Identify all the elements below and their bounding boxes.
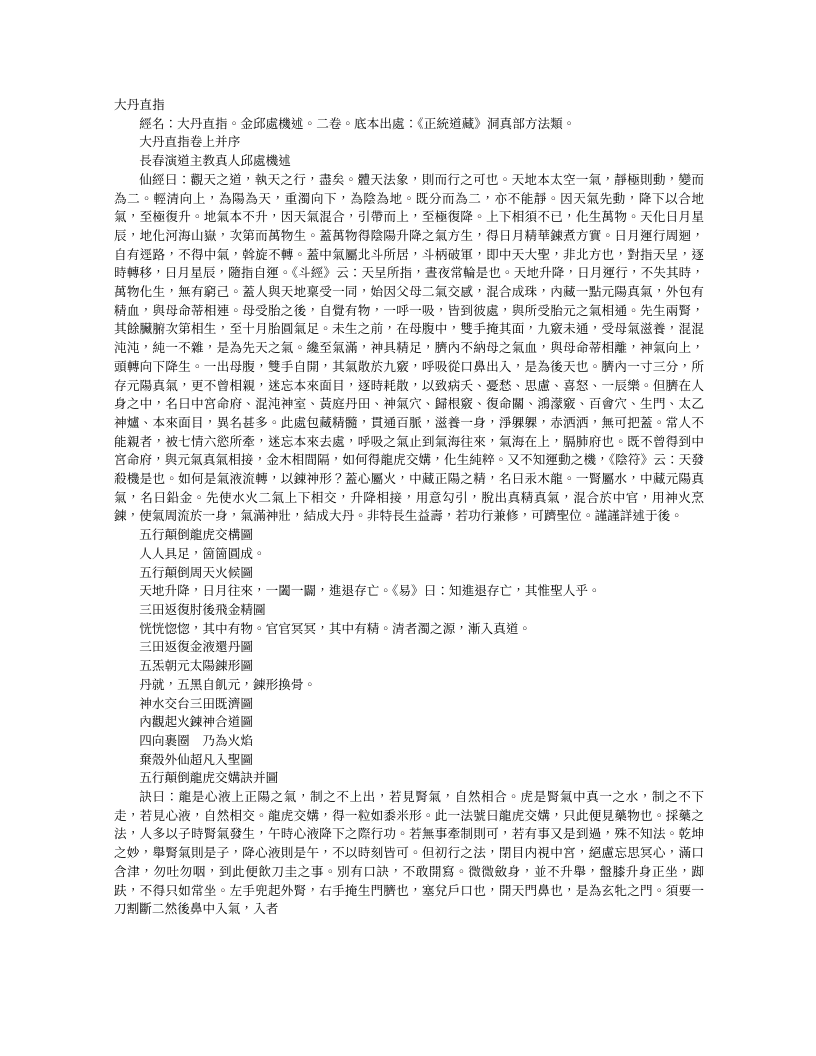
bibliographic-note: 經名：大丹直指。金邱處機述。二卷。底本出處：《正統道藏》洞真部方法類。: [139, 115, 576, 131]
diagram-caption-huanghuang-huhu: 恍恍惚惚，其中有物。官官冥冥，其中有精。清者濁之源，漸入真道。: [139, 620, 532, 636]
diagram-title-wuxing-diandao-longhu-jiaogou-jue: 五行顛倒龍虎交媾訣并圖: [139, 770, 279, 786]
diagram-title-neiguan-qihuo-lianshen-hedao: 內觀起火錬神合道圖: [139, 714, 253, 730]
diagram-title-santian-fanfu-zhouhou-feijinjing: 三田返復肘後飛金精圖: [139, 601, 266, 617]
diagram-title-santian-fanfu-jinye-huandan: 三田返復金液還丹圖: [139, 639, 253, 655]
diagram-caption-sixiang-guoquan: 四向裹圈 乃為火焰: [139, 732, 253, 748]
main-discourse-paragraph: 仙經曰：觀天之道，執天之行，盡矣。體天法象，則而行之可也。天地本太空一氣，靜極則動，變而為二。輕清向上，為陽為天，重濁向下，為陰為地。既分而為二，亦不能靜。因天氣先動，降下以合地氣，至極復升。地氣本不升，因天氣混合，引帶而上，至極復降。上下相須不已，化生萬物。天化日月星辰，地化河海山嶽，次第而萬物生。蓋萬物得陰陽升降之氣方生，得日月精華錬煮方實。日月運行周迴，自有逕路，不得中氣，斡旋不轉。蓋中氣屬北斗所居，斗柄破軍，即中天大聖，非北方也，對指天呈，逐時轉移，日月星辰，隨指自運。《斗經》云：天呈所指，晝夜常輪是也。天地升降，日月運行，不失其時，萬物化生，無有窮己。蓋人與天地稟受一同，始因父母二氣交感，混合成珠，內藏一點元陽真氣，外包有精血，與母命蒂相連。母受胎之後，自覺有物，一呼一吸，皆到彼處，與所受胎元之氣相通。先生兩腎，其餘臟腑次第相生，至十月胎圓氣足。未生之前，在母腹中，雙手掩其面，九竅未通，受母氣滋養，混混沌沌，純一不雜，是為先天之氣。纔至氣滿，神具精足，臍內不納母之氣血，與母命蒂相離，神氣向上，頭轉向下降生。一出母腹，雙手自開，其氣散於九竅，呼吸從口鼻出入，是為後天也。臍內一寸三分，所存元陽真氣，更不曾相親，迷忘本來面目，逐時耗散，以致病夭、憂愁、思慮、喜怒、一辰樂。但臍在人身之中，名曰中宮命府、混沌神室、黃庭丹田、神氣穴、歸根竅、復命關、鴻濛竅、百會穴、生門、太乙神爐、本來面目，異名甚多。此處包藏精髓，貫通百脈，滋養一身，淨躶躶，赤洒洒，無可把蓋。常人不能親者，被七情六慾所牽，迷忘本來去處，呼吸之氣止到氣海往來，氣海在上，膈肺府也。既不曾得到中宮命府，與元氣真氣相接，金木相間隔，如何得龍虎交媾，化生純粹。又不知運動之機，《陰符》云：天發殺機是也。如何是氣液流轉，以錬神形？蓋心屬火，中藏正陽之精，名曰汞木龍。一腎屬水，中藏元陽真氣，名曰鉛金。先使水火二氣上下相交，升降相接，用意勾引，脫出真精真氣，混合於中官，用神火烹錬，使氣周流於一身，氣滿神壯，結成大丹。非特長生益壽，若功行兼修，可躋聖位。謹謹詳述于後。: [114, 171, 704, 524]
diagram-title-shenshui-jiaotai-santian-jiji: 神水交台三田既濟圖: [139, 695, 253, 711]
instruction-passage-paragraph: 訣曰：龍是心液上正陽之氣，制之不上出，若見腎氣，自然相合。虎是腎氣中真一之水，制之不下走，若見心液，自然相交。龍虎交媾，得一粒如黍米形。此一法號曰龍虎交媾，只此便見藥物也。採藥之法，人多以子時腎氣發生，午時心液降下之際行功。若無事牽制則可，若有事又是到過，殊不知法。乾坤之妙，舉腎氣則是子，降心液則是午，不以時刻皆可。但初行之法，閉目内視中宮，絕慮忘思冥心，滿口含津，勿吐勿咽，到此便飲刀圭之事。別有口訣，不敢開寫。微微斂身，並不升舉，盤膝升身正坐，踋趺，不得只如常坐。左手兜起外腎，右手掩生門臍也，塞兌戶口也，開天門鼻也，是為玄牝之門。須要一刀割斷二然後鼻中入氣，入者: [114, 789, 704, 917]
diagram-caption-renren-juzu: 人人具足，箇箇圓成。: [139, 545, 266, 561]
diagram-title-qiqiao-waixian-chaofan-rusheng: 棄殼外仙超凡入聖圖: [139, 751, 253, 767]
document-text-body: [114, 96, 704, 919]
page-title: 大丹直指: [114, 97, 165, 112]
diagram-caption-tiandi-shengjiang: 天地升降，日月往來，一闔一闢，進退存亡。《易》曰：知進退存亡，其惟聖人乎。: [139, 583, 601, 599]
volume-heading: 大丹直指卷上并序: [139, 134, 241, 150]
diagram-title-wuxing-diandao-zhoutian-huohou: 五行顛倒周天火候圖: [139, 564, 253, 580]
diagram-title-wuqi-chaoyuan-taiyang-lianxing: 五炁朝元太陽錬形圖: [139, 658, 253, 674]
author-attribution: 長春演道主教真人邱處機述: [139, 153, 291, 169]
diagram-caption-danjiu-wuhei: 丹就，五黑自飢元，錬形換骨。: [139, 676, 317, 692]
diagram-title-wuxing-diandao-longhu-jiaogou: 五行顛倒龍虎交構圖: [139, 527, 253, 543]
